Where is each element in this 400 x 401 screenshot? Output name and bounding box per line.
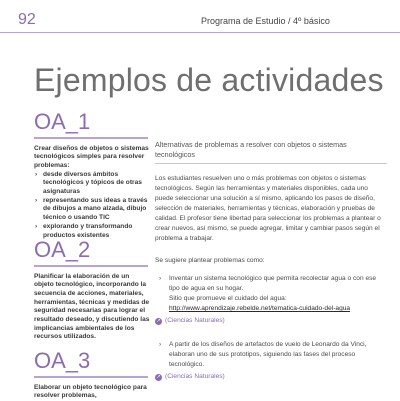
objective-code: OA_3 [34,348,91,373]
objective-oa3 [34,348,147,401]
activity-item-extra: Sitio que promueve el cuidado del agua: [169,295,287,303]
running-header: Programa de Estudio / 4º básico [201,16,330,26]
activity-intro: Los estudiantes resuelven uno o más problemas con objetos o sistemas tecnológicos. Según las herramientas y materiales disponibles, cada uno puede seleccionar una solución a sí mismo, aplicando los pasos de diseño, selección de materiales, herramientas y técnicas, elaboración y pruebas de calidad. El profesor tiene libertad para seleccionar los problemas a plantear o crear nuevos, así mismo, se puede agregar, limitar y cambiar pasos según el problema a trabajar. [155,175,381,243]
cross-reference-label: (Ciencias Naturales) [165,317,225,325]
objective-text: Planificar la elaboración de un objeto tecnológico, incorporando la secuencia de acciones, materiales, herramientas, técnicas y medidas de seguridad necesarias para lograr el resultado deseado, y discutiendo las implicancias ambientales de los recursos utilizados. [34,272,150,341]
objective-list [34,171,150,241]
header-divider [0,32,400,33]
objective-list-item: › desde diversos ámbitos tecnológicos y tópicos de otras asignaturas [34,171,150,197]
objective-oa1 [34,109,149,240]
objective-list-item: › representando sus ideas a través de dibujos a mano alzada, dibujo técnico o usando TIC [34,197,150,223]
objective-divider [34,265,148,267]
objective-divider [34,376,148,378]
resource-link[interactable]: http://www.aprendizaje.rebelde.net/tematica-cuidado-del-agua [169,305,351,313]
activity-item-text: Inventar un sistema tecnológico que permita recolectar agua o con ese tipo de agua en su hogar. [169,275,377,293]
activity-divider [155,163,387,164]
activity-title: Alternativas de problemas a resolver con objetos o sistemas tecnológicos [155,140,347,159]
activity-section [155,140,387,392]
link-icon: ↗ [156,373,161,380]
cross-reference-label: (Ciencias Naturales) [165,373,225,381]
objective-text: Crear diseños de objetos o sistemas tecnológicos simples para resolver problemas: [34,144,149,169]
activity-item-text: A partir de los diseños de artefactos de vuelo de Leonardo da Vinci, elaboran uno de sus prototipos, siguiendo las fases del proceso tecnológico. [169,341,367,369]
objective-oa2 [34,237,150,342]
page-title: Ejemplos de actividades [34,62,384,98]
activity-prompt: Se sugiere plantear problemas como: [155,257,265,265]
objective-list-item: › explorando y transformando productos existentes [34,223,150,240]
link-icon: ↗ [156,317,161,324]
objective-divider [34,137,148,139]
activity-item [155,274,387,314]
cross-reference [155,316,387,326]
cross-reference [155,372,387,382]
objective-code: OA_1 [34,109,91,134]
page-number: 92 [18,11,36,28]
objective-code: OA_2 [34,237,91,262]
objective-text: Elaborar un objeto tecnológico para resolver problemas, [34,383,147,400]
activity-item [155,340,387,370]
